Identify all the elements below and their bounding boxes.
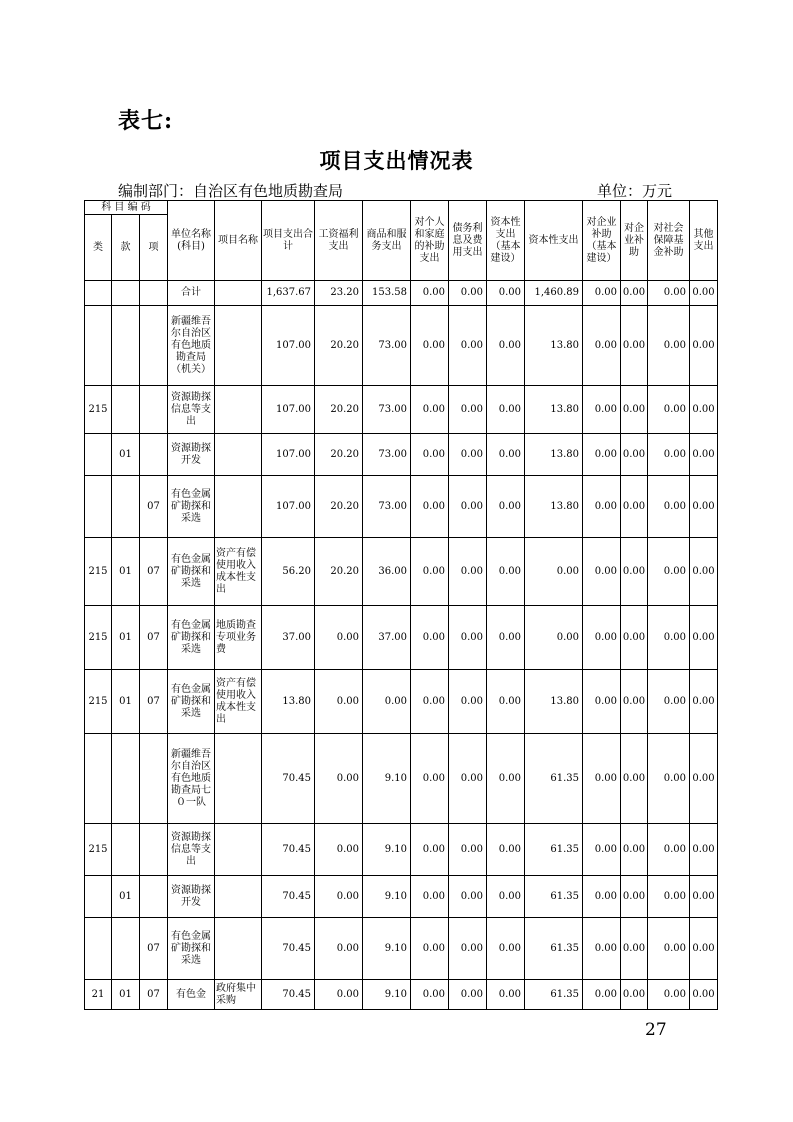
- table-row: [85, 306, 718, 386]
- project-name-cell: [215, 824, 262, 876]
- salary-cell: 20.20: [315, 306, 363, 386]
- table-row: [85, 980, 718, 1010]
- enterprise-basic-cell: 0.00: [583, 670, 621, 734]
- social-security-cell: 0.00: [648, 606, 690, 670]
- family-subsidy-header: 对个人和家庭的补助支出: [411, 201, 449, 281]
- total-cell: 56.20: [262, 538, 315, 606]
- enterprise-cell: 0.00: [621, 876, 648, 918]
- family-subsidy-cell: 0.00: [411, 538, 449, 606]
- other-cell: 0.00: [690, 476, 718, 538]
- kuan-cell: [112, 281, 140, 306]
- project-name-header: 项目名称: [215, 201, 262, 281]
- salary-cell: 20.20: [315, 476, 363, 538]
- lei-cell: 215: [85, 606, 112, 670]
- other-expense-header: 其他支出: [690, 201, 718, 281]
- total-cell: 107.00: [262, 306, 315, 386]
- salary-cell: 23.20: [315, 281, 363, 306]
- family-subsidy-cell: 0.00: [411, 670, 449, 734]
- total-cell: 107.00: [262, 476, 315, 538]
- table-number-label: 表七:: [118, 108, 174, 134]
- table-row: [85, 386, 718, 434]
- project-name-cell: [215, 386, 262, 434]
- xiang-cell: [140, 434, 168, 476]
- family-subsidy-cell: 0.00: [411, 734, 449, 824]
- debt-cell: 0.00: [449, 876, 487, 918]
- other-cell: 0.00: [690, 670, 718, 734]
- other-cell: 0.00: [690, 734, 718, 824]
- lei-cell: 215: [85, 824, 112, 876]
- family-subsidy-cell: 0.00: [411, 281, 449, 306]
- lei-cell: [85, 476, 112, 538]
- xiang-cell: [140, 734, 168, 824]
- social-security-cell: 0.00: [648, 824, 690, 876]
- other-cell: 0.00: [690, 306, 718, 386]
- debt-cell: 0.00: [449, 824, 487, 876]
- capital-basic-cell: 0.00: [487, 918, 525, 980]
- other-cell: 0.00: [690, 980, 718, 1010]
- capital-basic-cell: 0.00: [487, 306, 525, 386]
- project-name-cell: [215, 434, 262, 476]
- salary-cell: 0.00: [315, 918, 363, 980]
- goods-services-header: 商品和服务支出: [363, 201, 411, 281]
- xiang-cell: [140, 876, 168, 918]
- salary-cell: 0.00: [315, 876, 363, 918]
- capital-cell: 13.80: [525, 306, 583, 386]
- enterprise-basic-header: 对企业补助（基本建设）: [583, 201, 621, 281]
- project-name-cell: 地质勘查专项业务费: [215, 606, 262, 670]
- capital-basic-cell: 0.00: [487, 281, 525, 306]
- enterprise-basic-cell: 0.00: [583, 734, 621, 824]
- enterprise-cell: 0.00: [621, 980, 648, 1010]
- enterprise-cell: 0.00: [621, 670, 648, 734]
- debt-cell: 0.00: [449, 606, 487, 670]
- project-name-cell: [215, 876, 262, 918]
- enterprise-cell: 0.00: [621, 606, 648, 670]
- capital-cell: 1,460.89: [525, 281, 583, 306]
- kuan-cell: [112, 386, 140, 434]
- kuan-cell: 01: [112, 670, 140, 734]
- total-cell: 70.45: [262, 824, 315, 876]
- lei-cell: [85, 434, 112, 476]
- kuan-header: 款: [112, 215, 140, 281]
- kuan-cell: [112, 824, 140, 876]
- family-subsidy-cell: 0.00: [411, 876, 449, 918]
- enterprise-basic-cell: 0.00: [583, 386, 621, 434]
- goods-cell: 9.10: [363, 918, 411, 980]
- debt-cell: 0.00: [449, 476, 487, 538]
- unit-name-cell: 资源勘探开发: [168, 434, 215, 476]
- project-name-cell: 资产有偿使用收入成本性支出: [215, 670, 262, 734]
- lei-cell: [85, 734, 112, 824]
- capital-cell: 0.00: [525, 606, 583, 670]
- goods-cell: 36.00: [363, 538, 411, 606]
- capital-cell: 61.35: [525, 918, 583, 980]
- lei-header: 类: [85, 215, 112, 281]
- total-cell: 107.00: [262, 434, 315, 476]
- other-cell: 0.00: [690, 876, 718, 918]
- capital-header: 资本性支出: [525, 201, 583, 281]
- unit-name-cell: 有色金属矿勘探和采选: [168, 606, 215, 670]
- lei-cell: 215: [85, 386, 112, 434]
- xiang-cell: 07: [140, 538, 168, 606]
- table-row: [85, 538, 718, 606]
- social-security-cell: 0.00: [648, 734, 690, 824]
- total-header: 项目支出合计: [262, 201, 315, 281]
- debt-cell: 0.00: [449, 734, 487, 824]
- salary-cell: 0.00: [315, 606, 363, 670]
- goods-cell: 153.58: [363, 281, 411, 306]
- total-cell: 107.00: [262, 386, 315, 434]
- capital-cell: 61.35: [525, 876, 583, 918]
- debt-cell: 0.00: [449, 386, 487, 434]
- enterprise-basic-cell: 0.00: [583, 434, 621, 476]
- kuan-cell: 01: [112, 434, 140, 476]
- total-cell: 37.00: [262, 606, 315, 670]
- capital-basic-cell: 0.00: [487, 538, 525, 606]
- enterprise-cell: 0.00: [621, 306, 648, 386]
- social-security-cell: 0.00: [648, 386, 690, 434]
- salary-cell: 0.00: [315, 670, 363, 734]
- enterprise-cell: 0.00: [621, 734, 648, 824]
- unit-name-cell: 资源勘探信息等支出: [168, 386, 215, 434]
- project-name-cell: [215, 281, 262, 306]
- enterprise-cell: 0.00: [621, 918, 648, 980]
- goods-cell: 73.00: [363, 476, 411, 538]
- unit-name-cell: 合计: [168, 281, 215, 306]
- goods-cell: 73.00: [363, 306, 411, 386]
- other-cell: 0.00: [690, 386, 718, 434]
- enterprise-cell: 0.00: [621, 281, 648, 306]
- total-cell: 70.45: [262, 918, 315, 980]
- table-row: [85, 876, 718, 918]
- enterprise-basic-cell: 0.00: [583, 918, 621, 980]
- debt-cell: 0.00: [449, 980, 487, 1010]
- enterprise-basic-cell: 0.00: [583, 306, 621, 386]
- table-row: [85, 281, 718, 306]
- unit-name-cell: 新疆维吾尔自治区有色地质勘查局七０一队: [168, 734, 215, 824]
- kuan-cell: [112, 306, 140, 386]
- enterprise-basic-cell: 0.00: [583, 980, 621, 1010]
- project-name-cell: 资产有偿使用收入成本性支出: [215, 538, 262, 606]
- xiang-header: 项: [140, 215, 168, 281]
- capital-cell: 13.80: [525, 476, 583, 538]
- project-name-cell: [215, 734, 262, 824]
- capital-basic-cell: 0.00: [487, 734, 525, 824]
- xiang-cell: 07: [140, 918, 168, 980]
- debt-interest-header: 债务利息及费用支出: [449, 201, 487, 281]
- xiang-cell: 07: [140, 980, 168, 1010]
- social-security-cell: 0.00: [648, 876, 690, 918]
- capital-cell: 0.00: [525, 538, 583, 606]
- salary-cell: 20.20: [315, 434, 363, 476]
- lei-cell: [85, 918, 112, 980]
- kuan-cell: [112, 918, 140, 980]
- other-cell: 0.00: [690, 824, 718, 876]
- enterprise-cell: 0.00: [621, 538, 648, 606]
- debt-cell: 0.00: [449, 281, 487, 306]
- capital-cell: 61.35: [525, 824, 583, 876]
- goods-cell: 9.10: [363, 980, 411, 1010]
- lei-cell: [85, 281, 112, 306]
- project-expenditure-table: [84, 200, 718, 1010]
- total-cell: 70.45: [262, 734, 315, 824]
- kuan-cell: 01: [112, 606, 140, 670]
- debt-cell: 0.00: [449, 670, 487, 734]
- family-subsidy-cell: 0.00: [411, 824, 449, 876]
- other-cell: 0.00: [690, 281, 718, 306]
- unit-name-cell: 资源勘探开发: [168, 876, 215, 918]
- xiang-cell: 07: [140, 476, 168, 538]
- unit-name-cell: 有色金属矿勘探和采选: [168, 918, 215, 980]
- total-cell: 70.45: [262, 980, 315, 1010]
- table-row: [85, 476, 718, 538]
- social-security-cell: 0.00: [648, 538, 690, 606]
- social-security-cell: 0.00: [648, 670, 690, 734]
- xiang-cell: [140, 824, 168, 876]
- capital-basic-cell: 0.00: [487, 980, 525, 1010]
- kuan-cell: 01: [112, 538, 140, 606]
- other-cell: 0.00: [690, 606, 718, 670]
- table-row: [85, 670, 718, 734]
- enterprise-basic-cell: 0.00: [583, 876, 621, 918]
- enterprise-cell: 0.00: [621, 824, 648, 876]
- social-security-cell: 0.00: [648, 476, 690, 538]
- goods-cell: 9.10: [363, 876, 411, 918]
- debt-cell: 0.00: [449, 918, 487, 980]
- enterprise-cell: 0.00: [621, 386, 648, 434]
- project-name-cell: [215, 918, 262, 980]
- capital-basic-cell: 0.00: [487, 476, 525, 538]
- family-subsidy-cell: 0.00: [411, 306, 449, 386]
- project-name-cell: [215, 306, 262, 386]
- goods-cell: 73.00: [363, 386, 411, 434]
- enterprise-basic-cell: 0.00: [583, 476, 621, 538]
- enterprise-basic-cell: 0.00: [583, 538, 621, 606]
- capital-basic-cell: 0.00: [487, 434, 525, 476]
- table-row: [85, 918, 718, 980]
- page-number: 27: [645, 1020, 667, 1040]
- capital-basic-cell: 0.00: [487, 876, 525, 918]
- capital-basic-cell: 0.00: [487, 606, 525, 670]
- goods-cell: 9.10: [363, 824, 411, 876]
- unit-name-cell: 有色金属矿勘探和采选: [168, 538, 215, 606]
- compiling-department: 编制部门：自治区有色地质勘查局: [118, 182, 344, 200]
- family-subsidy-cell: 0.00: [411, 434, 449, 476]
- project-name-cell: [215, 476, 262, 538]
- social-security-cell: 0.00: [648, 281, 690, 306]
- table-row: [85, 824, 718, 876]
- subject-code-header: 科 目 编 码: [85, 201, 168, 215]
- kuan-cell: [112, 734, 140, 824]
- kuan-cell: 01: [112, 980, 140, 1010]
- family-subsidy-cell: 0.00: [411, 476, 449, 538]
- goods-cell: 73.00: [363, 434, 411, 476]
- enterprise-basic-cell: 0.00: [583, 281, 621, 306]
- family-subsidy-cell: 0.00: [411, 918, 449, 980]
- family-subsidy-cell: 0.00: [411, 386, 449, 434]
- unit-name-cell: 新疆维吾尔自治区有色地质勘查局（机关）: [168, 306, 215, 386]
- lei-cell: [85, 306, 112, 386]
- salary-cell: 0.00: [315, 734, 363, 824]
- total-cell: 1,637.67: [262, 281, 315, 306]
- capital-cell: 13.80: [525, 434, 583, 476]
- capital-cell: 61.35: [525, 734, 583, 824]
- lei-cell: [85, 876, 112, 918]
- unit-name-cell: 有色金: [168, 980, 215, 1010]
- social-security-cell: 0.00: [648, 980, 690, 1010]
- lei-cell: 21: [85, 980, 112, 1010]
- total-cell: 70.45: [262, 876, 315, 918]
- social-security-cell: 0.00: [648, 434, 690, 476]
- family-subsidy-cell: 0.00: [411, 980, 449, 1010]
- social-security-cell: 0.00: [648, 918, 690, 980]
- salary-header: 工资福利支出: [315, 201, 363, 281]
- total-cell: 13.80: [262, 670, 315, 734]
- table-row: [85, 734, 718, 824]
- unit-name-cell: 资源勘探信息等支出: [168, 824, 215, 876]
- enterprise-cell: 0.00: [621, 476, 648, 538]
- debt-cell: 0.00: [449, 538, 487, 606]
- xiang-cell: [140, 386, 168, 434]
- kuan-cell: 01: [112, 876, 140, 918]
- capital-cell: 13.80: [525, 386, 583, 434]
- family-subsidy-cell: 0.00: [411, 606, 449, 670]
- other-cell: 0.00: [690, 434, 718, 476]
- table-row: [85, 434, 718, 476]
- capital-basic-cell: 0.00: [487, 386, 525, 434]
- goods-cell: 0.00: [363, 670, 411, 734]
- enterprise-basic-cell: 0.00: [583, 606, 621, 670]
- capital-basic-header: 资本性支出（基本建设）: [487, 201, 525, 281]
- kuan-cell: [112, 476, 140, 538]
- enterprise-subsidy-header: 对企业补助: [621, 201, 648, 281]
- salary-cell: 0.00: [315, 980, 363, 1010]
- debt-cell: 0.00: [449, 306, 487, 386]
- currency-unit: 单位：万元: [597, 182, 673, 200]
- unit-name-cell: 有色金属矿勘探和采选: [168, 670, 215, 734]
- capital-cell: 13.80: [525, 670, 583, 734]
- page-title: 项目支出情况表: [319, 148, 474, 173]
- xiang-cell: [140, 306, 168, 386]
- xiang-cell: 07: [140, 670, 168, 734]
- goods-cell: 37.00: [363, 606, 411, 670]
- other-cell: 0.00: [690, 538, 718, 606]
- project-name-cell: 政府集中采购: [215, 980, 262, 1010]
- capital-basic-cell: 0.00: [487, 670, 525, 734]
- table-row: [85, 606, 718, 670]
- salary-cell: 0.00: [315, 824, 363, 876]
- lei-cell: 215: [85, 670, 112, 734]
- salary-cell: 20.20: [315, 386, 363, 434]
- xiang-cell: 07: [140, 606, 168, 670]
- unit-name-header: 单位名称(科目): [168, 201, 215, 281]
- unit-name-cell: 有色金属矿勘探和采选: [168, 476, 215, 538]
- salary-cell: 20.20: [315, 538, 363, 606]
- xiang-cell: [140, 281, 168, 306]
- capital-basic-cell: 0.00: [487, 824, 525, 876]
- lei-cell: 215: [85, 538, 112, 606]
- debt-cell: 0.00: [449, 434, 487, 476]
- capital-cell: 61.35: [525, 980, 583, 1010]
- goods-cell: 9.10: [363, 734, 411, 824]
- other-cell: 0.00: [690, 918, 718, 980]
- social-security-cell: 0.00: [648, 306, 690, 386]
- enterprise-basic-cell: 0.00: [583, 824, 621, 876]
- social-security-header: 对社会保障基金补助: [648, 201, 690, 281]
- enterprise-cell: 0.00: [621, 434, 648, 476]
